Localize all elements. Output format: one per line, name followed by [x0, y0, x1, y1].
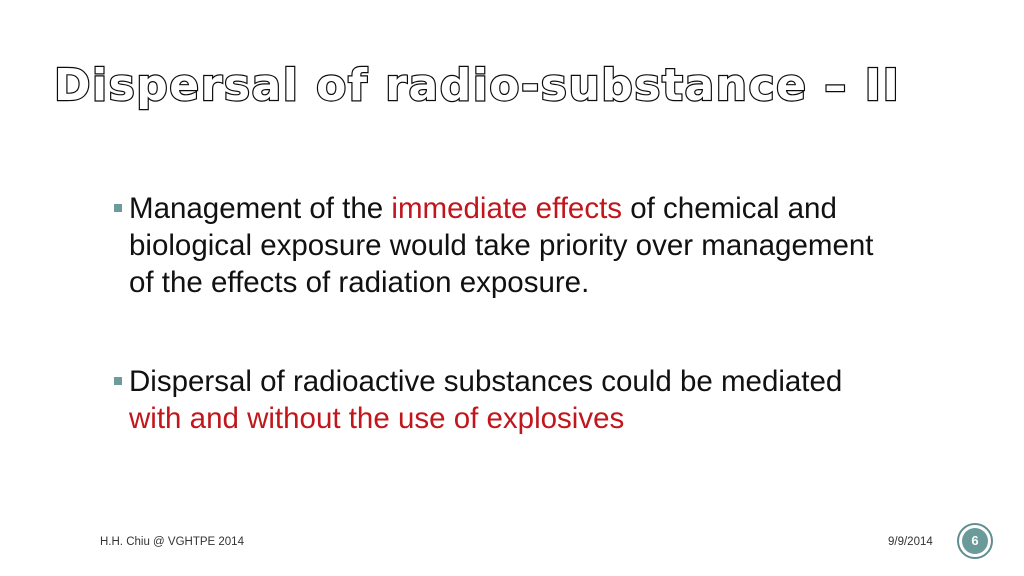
bullet-text: of chemical and biological exposure would take priority over management of the effects of radiation exposure.: [129, 192, 874, 299]
bullet-list: [113, 190, 893, 437]
bullet-item: [113, 190, 893, 301]
slide-title: Dispersal of radio-substance – II: [54, 60, 901, 111]
bullet-text: Management of the: [129, 192, 392, 225]
footer-date: 9/9/2014: [888, 536, 933, 548]
page-number: 6: [962, 528, 988, 554]
bullet-text: Dispersal of radioactive substances could be mediated: [129, 365, 843, 398]
highlighted-text: immediate effects: [391, 192, 623, 225]
footer-author: H.H. Chiu @ VGHTPE 2014: [100, 536, 244, 548]
square-bullet-icon: [114, 204, 122, 212]
page-number-badge: [957, 523, 993, 559]
bullet-item: [113, 363, 893, 437]
square-bullet-icon: [114, 377, 122, 385]
highlighted-text: with and without the use of explosives: [129, 402, 625, 435]
